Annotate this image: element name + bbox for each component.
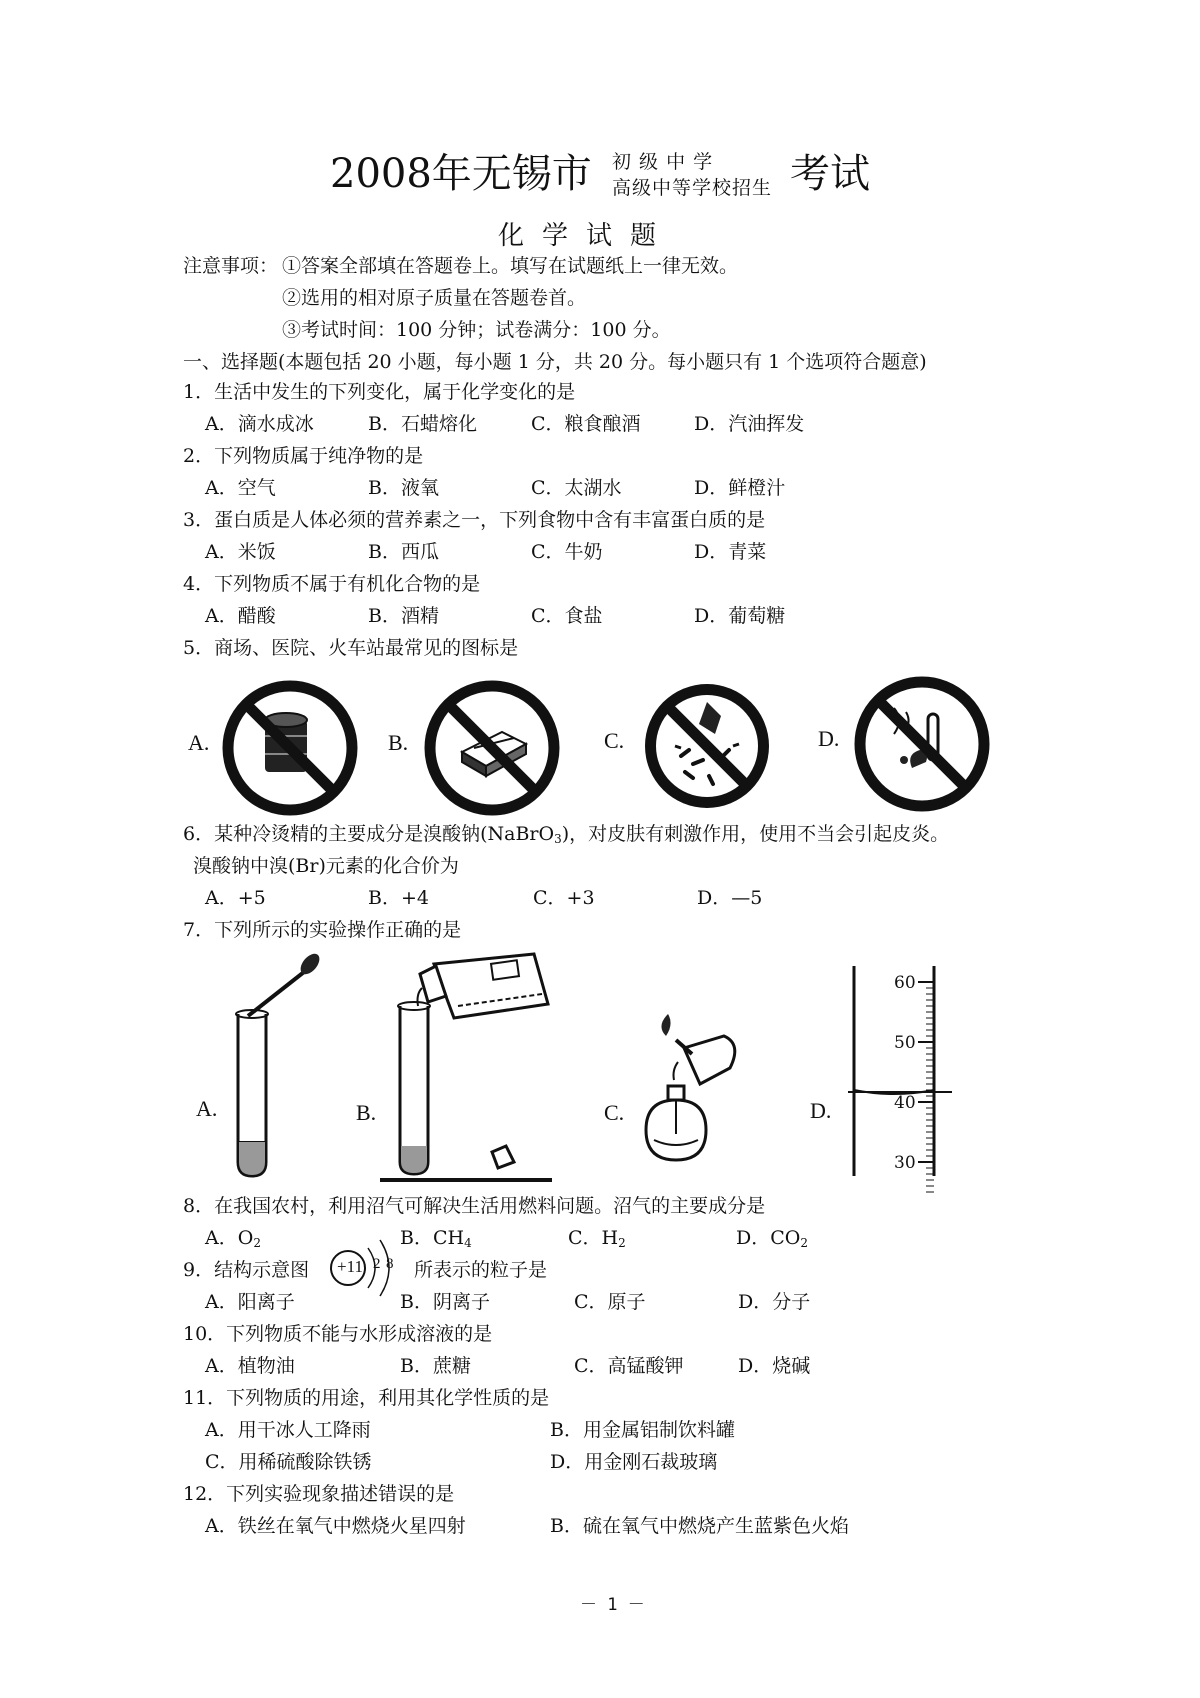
note-item: ①答案全部填在答题卷上。填写在试题纸上一律无效。 (282, 255, 739, 277)
bottle-stopper-icon (492, 1146, 514, 1168)
dropper-test-tube-figure (226, 950, 326, 1180)
option: A．滴水成冰 (205, 413, 314, 435)
question-stem: 2．下列物质属于纯净物的是 (183, 445, 424, 467)
alcohol-lamp-upper-icon (661, 1014, 734, 1084)
option (205, 1226, 261, 1250)
dropper-icon (248, 950, 323, 1016)
option: B．用金属铝制饮料罐 (550, 1419, 735, 1441)
option: C．+3 (533, 887, 595, 909)
option: D．葡萄糖 (694, 605, 786, 627)
option: A．米饭 (205, 541, 276, 563)
test-tube-icon (236, 1010, 268, 1176)
option-main: C．H (568, 1227, 619, 1249)
question-stem-line2: 溴酸钠中溴(Br)元素的化合价为 (193, 855, 459, 877)
subscript: 2 (253, 1236, 261, 1250)
question-stem: 7．下列所示的实验操作正确的是 (183, 919, 462, 941)
title-suffix: 考试 (790, 151, 870, 197)
figure-label: D. (818, 726, 840, 751)
option-main: B．CH (400, 1227, 465, 1249)
shell-electrons: 8 (386, 1256, 394, 1272)
question-stem (183, 822, 949, 846)
note-item: ③考试时间：100 分钟；试卷满分：100 分。 (282, 319, 671, 341)
prohibition-sign-a (220, 678, 360, 818)
question-stem: 4．下列物质不属于有机化合物的是 (183, 573, 481, 595)
option: D．鲜橙汁 (694, 477, 786, 499)
subscript: 2 (618, 1236, 626, 1250)
option-main: A．O (205, 1227, 254, 1249)
option: B．西瓜 (368, 541, 439, 563)
cylinder-tick-label: 60 (894, 973, 916, 993)
option: A．醋酸 (205, 605, 276, 627)
figure-label: D. (810, 1098, 832, 1123)
subscript: 4 (464, 1236, 472, 1250)
option: C．用稀硫酸除铁锈 (205, 1451, 372, 1473)
notes-label: 注意事项： (183, 255, 279, 277)
reagent-bottle-icon (420, 954, 548, 1018)
option: D．—5 (697, 887, 763, 909)
figure-label: A. (188, 730, 210, 755)
cylinder-tick-label: 30 (894, 1153, 916, 1173)
figure-label: C. (604, 1100, 625, 1125)
subscript: 3 (554, 832, 562, 846)
note-item: ②选用的相对原子质量在答题卷首。 (282, 287, 587, 309)
option: D．烧碱 (738, 1355, 811, 1377)
option: B．硫在氧气中燃烧产生蓝紫色火焰 (550, 1515, 849, 1537)
option: A．用干冰人工降雨 (205, 1419, 371, 1441)
title-stack-bottom: 高级中等学校招生 (612, 177, 773, 199)
question-stem: 9．结构示意图 (183, 1259, 310, 1281)
subscript: 2 (800, 1236, 808, 1250)
title-year-prefix: 2008年无锡市 (330, 151, 592, 197)
question-stem: 12．下列实验现象描述错误的是 (183, 1483, 455, 1505)
option: C．牛奶 (531, 541, 603, 563)
option (736, 1226, 808, 1250)
option-main: D．CO (736, 1227, 801, 1249)
question-stem: 10．下列物质不能与水形成溶液的是 (183, 1323, 493, 1345)
option: D．用金刚石裁玻璃 (550, 1451, 718, 1473)
figure-label: A. (196, 1096, 218, 1121)
option: C．食盐 (531, 605, 603, 627)
graduated-cylinder-figure (848, 966, 958, 1176)
option: B．酒精 (368, 605, 439, 627)
option: A．空气 (205, 477, 276, 499)
option: A．植物油 (205, 1355, 295, 1377)
option: C．高锰酸钾 (574, 1355, 684, 1377)
option: A．+5 (205, 887, 266, 909)
question-stem: 1．生活中发生的下列变化，属于化学变化的是 (183, 381, 576, 403)
question-stem: 3．蛋白质是人体必须的营养素之一，下列食物中含有丰富蛋白质的是 (183, 509, 766, 531)
stem-part: 6．某种冷烫精的主要成分是溴酸钠(NaBrO (183, 823, 555, 845)
pouring-liquid-figure (384, 940, 574, 1185)
stem-part: )，对皮肤有刺激作用，使用不当会引起皮炎。 (561, 823, 950, 845)
option: D．青菜 (694, 541, 767, 563)
option: C．太湖水 (531, 477, 622, 499)
option: C．粮食酿酒 (531, 413, 641, 435)
option: B．石蜡熔化 (368, 413, 477, 435)
cylinder-tick-label: 50 (894, 1033, 916, 1053)
option: C．原子 (574, 1291, 646, 1313)
option: B．阴离子 (400, 1291, 490, 1313)
question-stem-cont: 所表示的粒子是 (414, 1259, 548, 1281)
option (400, 1226, 472, 1250)
title-stack-top: 初 级 中 学 (612, 151, 714, 173)
option: A．铁丝在氧气中燃烧火星四射 (205, 1515, 466, 1537)
section-heading: 一、选择题(本题包括 20 小题，每小题 1 分，共 20 分。每小题只有 1 个选项符合题意) (183, 351, 927, 373)
option: B．液氧 (368, 477, 439, 499)
figure-label: C. (604, 728, 625, 753)
shell-electrons: 2 (373, 1256, 381, 1272)
prohibition-sign-c (637, 676, 777, 816)
test-tube-icon (398, 1002, 430, 1174)
prohibition-sign-d (852, 674, 992, 814)
option (568, 1226, 626, 1250)
page-number: － 1 － (580, 1595, 645, 1615)
figure-label: B. (356, 1100, 377, 1125)
option: D．分子 (738, 1291, 811, 1313)
subtitle: 化学试题 (498, 221, 675, 251)
option: D．汽油挥发 (694, 413, 805, 435)
cylinder-tick-label: 40 (894, 1093, 916, 1113)
question-stem: 11．下列物质的用途，利用其化学性质的是 (183, 1387, 550, 1409)
option: B．蔗糖 (400, 1355, 471, 1377)
question-stem: 8．在我国农村，利用沼气可解决生活用燃料问题。沼气的主要成分是 (183, 1195, 766, 1217)
figure-label: B. (388, 730, 409, 755)
alcohol-lamp-figure (640, 1010, 770, 1170)
option: B．+4 (368, 887, 429, 909)
prohibition-sign-b (422, 678, 562, 818)
question-stem: 5．商场、医院、火车站最常见的图标是 (183, 637, 519, 659)
nucleus-charge: +11 (337, 1257, 363, 1276)
option: A．阳离子 (205, 1291, 295, 1313)
